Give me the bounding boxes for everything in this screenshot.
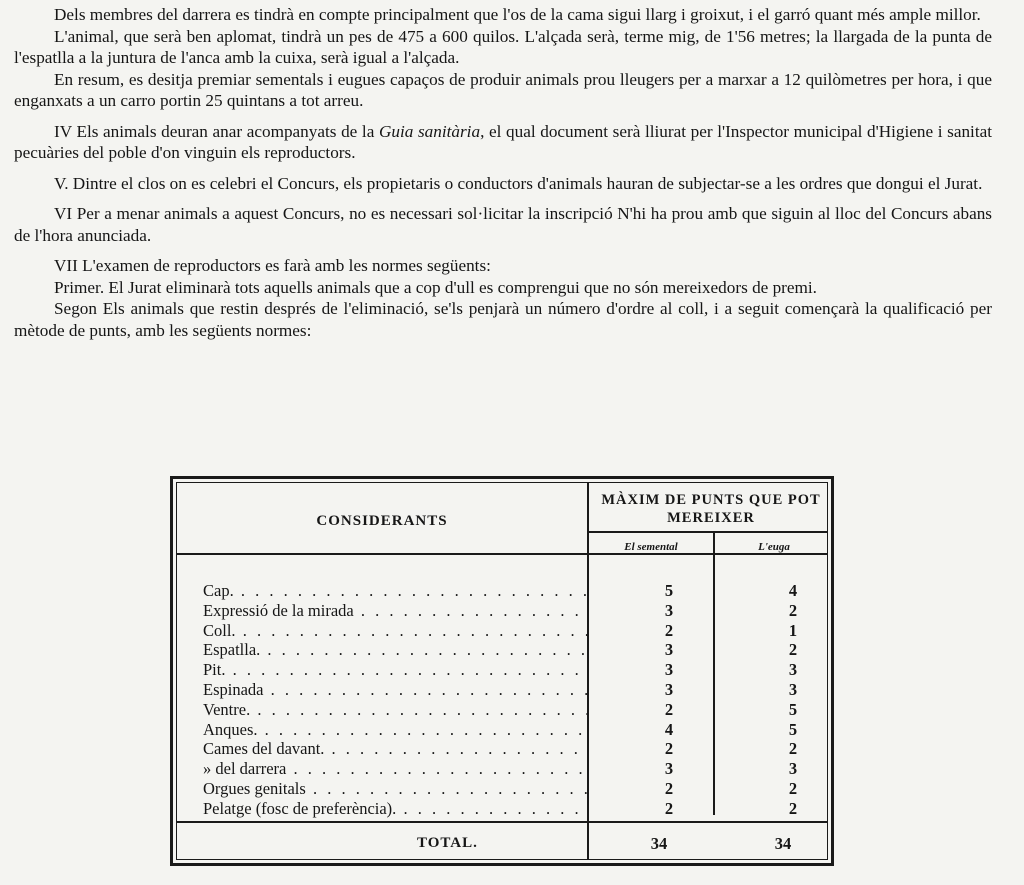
row-semental: 3 [664, 640, 674, 660]
row-euga: 5 [788, 699, 798, 719]
subheader-euga: L'euga [758, 541, 790, 553]
row-euga: 2 [788, 778, 798, 798]
total-divider [177, 821, 827, 823]
paragraph-vi: VI Per a menar animals a aquest Concurs, no es necessari sol·licitar la inscripció N'hi ha prou amb que siguin al lloc del Concurs abans de l'hora anunciada. [14, 204, 992, 245]
paragraph-segon: Segon Els animals que restin després de l'eliminació, se'ls penjarà un número d'ordre al coll, i a seguit començarà la qualificació per mètode de punts, amb les següents normes: [14, 299, 992, 340]
row-label: Cap. . . . [203, 581, 587, 601]
row-semental: 2 [664, 778, 674, 798]
row-semental: 4 [664, 719, 674, 739]
table-row [203, 640, 833, 660]
table-row [203, 720, 833, 740]
row-euga: 3 [788, 660, 798, 680]
total-semental: 34 [650, 834, 668, 853]
subheader-divider [587, 531, 827, 533]
row-label: Pit. . . . [203, 660, 587, 680]
row-label: Pelatge (fosc de preferència). . . . [203, 799, 587, 819]
table-row [203, 581, 833, 601]
table-row [203, 601, 833, 621]
row-label: Anques. . . . [203, 720, 587, 740]
row-semental: 2 [664, 798, 674, 818]
row-euga: 3 [788, 679, 798, 699]
row-label: Expressió de la mirada . . . [203, 601, 587, 621]
row-semental: 3 [664, 759, 674, 779]
table-row [203, 739, 833, 759]
subheader-semental: El semental [624, 541, 678, 553]
row-euga: 3 [788, 759, 798, 779]
row-semental: 3 [664, 660, 674, 680]
row-euga: 2 [788, 739, 798, 759]
row-label: Cames del davant. . . . [203, 739, 587, 759]
row-label: Espatlla. . . . [203, 640, 587, 660]
table-row [203, 759, 833, 779]
paragraph-primer: Primer. El Jurat eliminarà tots aquells animals que a cop d'ull es comprengui que no són mereixedors de premi. [54, 277, 817, 297]
guia-sanitaria: Guia sanitària [378, 121, 481, 141]
row-label: Orgues genitals . . . [203, 779, 587, 799]
table-row [203, 700, 833, 720]
total-label: TOTAL. [417, 835, 478, 851]
paragraph-vii: VII L'examen de reproductors es farà amb les normes següents: [54, 256, 491, 275]
row-label: Ventre. . . . [203, 700, 587, 720]
paragraph-iv [14, 121, 992, 164]
table-row [203, 779, 833, 799]
row-euga: 2 [788, 600, 798, 620]
row-semental: 3 [664, 679, 674, 699]
paragraph-legs: Dels membres del darrera es tindrà en compte principalment que l'os de la cama sigui llarg i groixut, i el garró quant més ample millor. [54, 5, 981, 24]
header-considerants: CONSIDERANTS [316, 513, 448, 529]
total-euga: 34 [774, 834, 792, 853]
row-semental: 2 [664, 620, 674, 640]
row-label: Coll. . . . [203, 621, 587, 641]
paragraph-weight: L'animal, que serà ben aplomat, tindrà un pes de 475 a 600 quilos. L'alçada serà, terme mig, de 1'56 metres; la llargada de la punta de l'espatlla a la juntura de l'anca amb la cuixa, serà igual a l'alçada. [14, 26, 992, 67]
paragraph-v: V. Dintre el clos on es celebri el Concurs, els propietaris o conductors d'animals hauran de subjectar-se a les ordres que dongui el Jurat. [54, 173, 983, 193]
row-semental: 2 [664, 739, 674, 759]
row-euga: 1 [788, 620, 798, 640]
row-semental: 2 [664, 699, 674, 719]
row-euga: 5 [788, 719, 798, 739]
row-euga: 2 [788, 640, 798, 660]
row-euga: 4 [788, 581, 798, 600]
paragraph-summary: En resum, es desitja premiar sementals i eugues capaços de produir animals prou lleugers per a marxar a 12 quilòmetres per hora, i que enganxats a un carro portin 25 quintans a tot arreu. [14, 69, 992, 110]
total-row [177, 825, 827, 865]
row-semental: 5 [664, 581, 674, 600]
paragraph-iv-after: , el qual document serà lliurat per l'Inspector municipal d'Higiene i sanitat pecuàries del poble d'on vinguin els reproductors. [14, 121, 993, 162]
scoring-table [170, 476, 834, 866]
table-body [203, 581, 833, 819]
row-label: Espinada . . . [203, 680, 587, 700]
body-text [14, 4, 992, 341]
row-semental: 3 [664, 600, 674, 620]
table-row [203, 799, 833, 819]
table-row [203, 660, 833, 680]
header-divider [177, 553, 827, 555]
table-row [203, 680, 833, 700]
row-label: » del darrera . . . [203, 759, 587, 779]
row-euga: 2 [788, 798, 798, 818]
paragraph-iv-before: IV Els animals deuran anar acompanyats de la [54, 121, 379, 141]
table-row [203, 621, 833, 641]
header-max-points: MÀXIM DE PUNTS QUE POT MEREIXER [601, 492, 821, 526]
